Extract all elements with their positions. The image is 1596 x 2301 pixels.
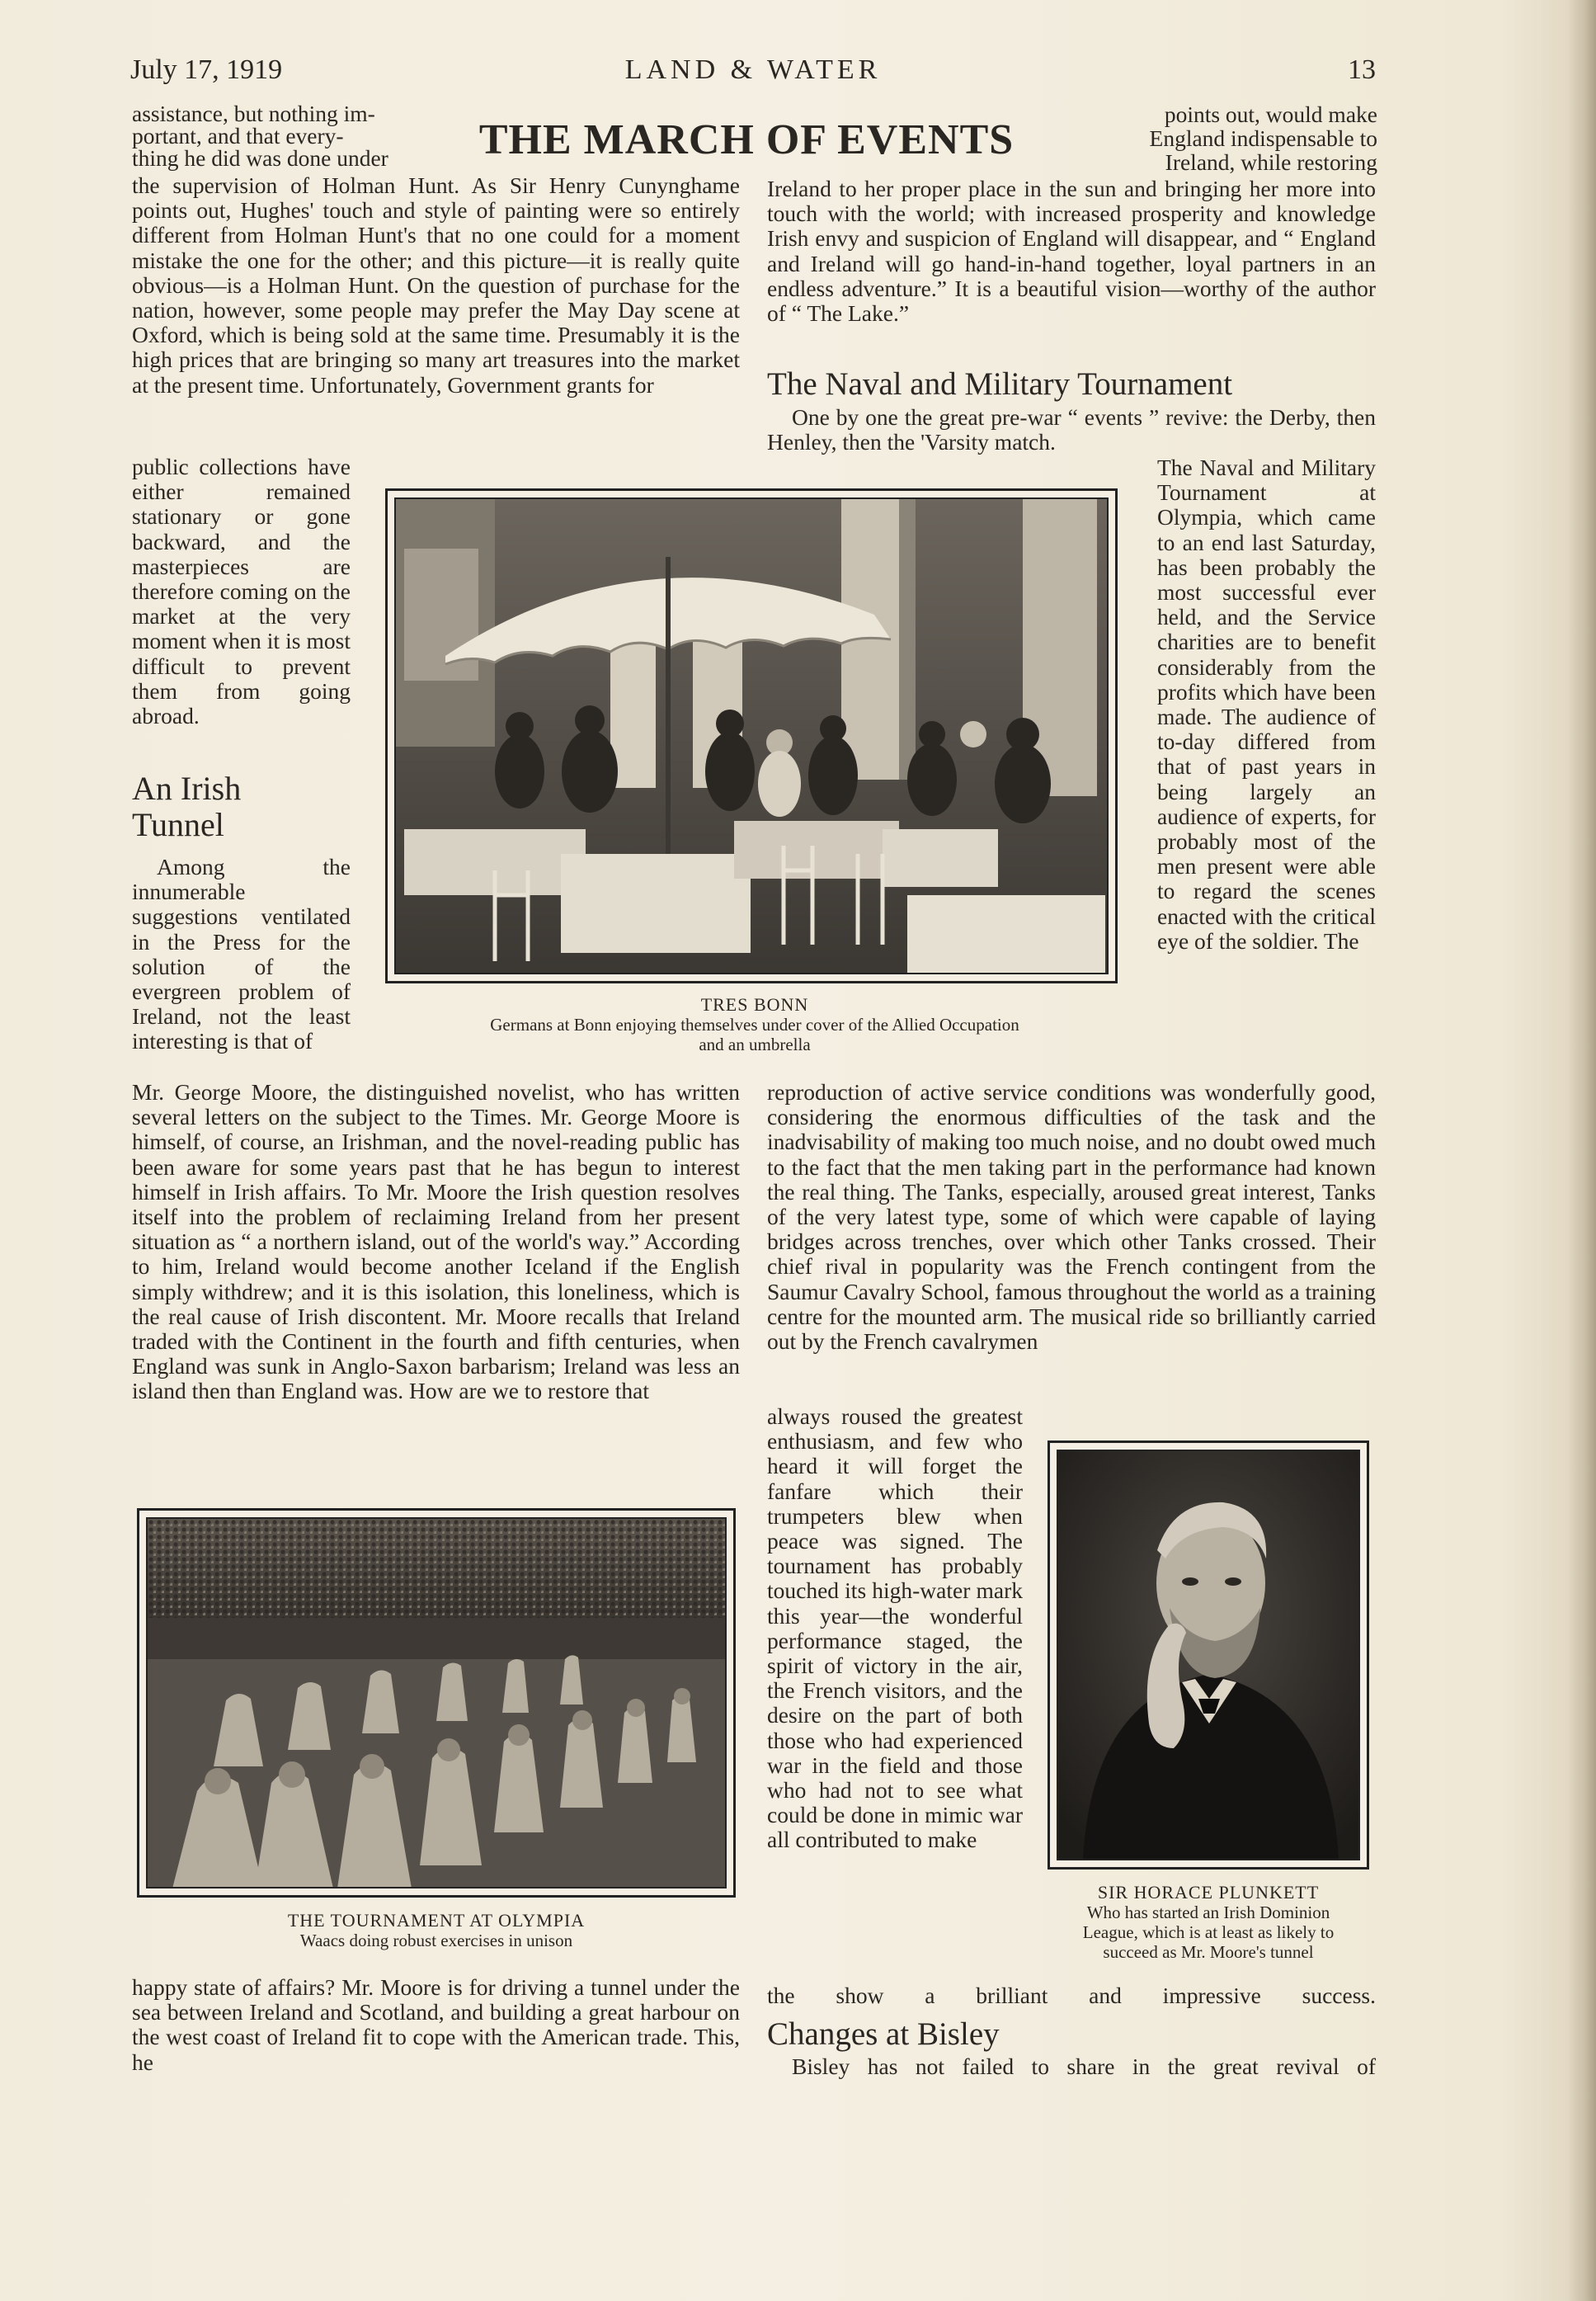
issue-date: July 17, 1919 — [130, 54, 283, 85]
col2-lead-lines — [1076, 102, 1377, 174]
tournament-end-line — [767, 1983, 1376, 2008]
caption-sir-horace-plunkett — [1041, 1883, 1376, 1962]
paragraph: Among the innumerable suggestions ventilated in the Press for the solution of the evergreen problem of Ireland, not the least interesting is that of — [132, 854, 351, 1054]
subheading-irish-tunnel — [132, 771, 241, 843]
bisley-text — [767, 2054, 1376, 2079]
text-line: Ireland, while restoring — [1165, 149, 1377, 175]
photo-tournament-olympia — [137, 1508, 736, 1898]
publication-title: LAND & WATER — [624, 54, 882, 85]
irish-tunnel-full — [132, 1080, 740, 1404]
paragraph: the show a brilliant and impressive success. — [767, 1983, 1376, 2008]
photo-image — [1057, 1450, 1360, 1860]
tournament-full — [767, 1080, 1376, 1354]
paragraph: reproduction of active service conditions was wonderfully good, considering the enormous difficulties of the task and the inadvisability of making too much noise, and no doubt owed much to the fact that the men taking part in the performance had known the real thing. The Tanks, especially, aroused great interest, Tanks of the very latest type, some of which were capable of laying bridges across trenches, over which other Tanks crossed. Their chief rival in popularity was the French contingent from the Saumur Cavalry School, famous throughout the world as a training centre for the mounted arm. The musical ride so brilliantly carried out by the French cavalrymen — [767, 1079, 1376, 1355]
caption-text: and an umbrella — [699, 1035, 811, 1054]
paragraph: happy state of affairs? Mr. Moore is for driving a tunnel under the sea between Ireland and Scotland, and building a great harbour on the west coast of Ireland fit to cope with the American trade. This, he — [132, 1974, 740, 2075]
tournament-narrow — [1157, 455, 1376, 954]
text-line: thing he did was done under — [132, 145, 388, 171]
text-line: England indispensable to — [1149, 125, 1377, 151]
section-headline: THE MARCH OF EVENTS — [478, 116, 1015, 163]
paragraph: Ireland to her proper place in the sun and bringing her more into touch with the world; with increased prosperity and knowledge Irish envy and suspicion of England will disappear, and “ England and Ireland will go hand-in-hand together, loyal partners in an endless adventure.” It is a beautiful vision—worthy of the author of “ The Lake.” — [767, 176, 1376, 327]
cafe-umbrella-illustration — [396, 499, 1109, 974]
caption-text: Waacs doing robust exercises in unison — [299, 1931, 573, 1950]
running-header — [130, 54, 1376, 96]
caption-title: SIR HORACE PLUNKETT — [1097, 1882, 1320, 1903]
photo-image — [394, 497, 1109, 974]
caption-text: League, which is at least as likely to — [1082, 1922, 1335, 1942]
tournament-narrow-2 — [767, 1404, 1023, 1853]
subheading-line: An Irish — [132, 770, 242, 807]
photo-tres-bonn — [385, 488, 1118, 983]
subheading-line: Tunnel — [132, 806, 224, 843]
irish-tunnel-narrow — [132, 855, 351, 1054]
page-edge-shadow — [1568, 0, 1596, 2301]
paragraph: Bisley has not failed to share in the great revival of — [792, 2053, 1376, 2079]
caption-title: THE TOURNAMENT AT OLYMPIA — [287, 1910, 586, 1931]
tournament-intro — [767, 405, 1376, 455]
col2-paragraph-ireland — [767, 177, 1376, 326]
paragraph: The Naval and Military Tournament at Olympia, which came to an end last Saturday, has been probably the most successful ever held, and the Service charities are to benefit considerably from the profits which have been made. The audience of to-day differed from that of past years in being largely an audience of experts, for probably most of the men present were able to regard the scenes enacted with the critical eye of the soldier. The — [1157, 455, 1376, 954]
col1-narrow-art — [132, 455, 351, 728]
col1-lead-lines — [132, 102, 445, 169]
caption-text: succeed as Mr. Moore's tunnel — [1103, 1942, 1314, 1962]
paragraph: public collections have either remained stationary or gone backward, and the masterpieces are therefore coming on the market at the very moment when it is most difficult to prevent them from going abroad. — [132, 454, 351, 729]
caption-text: Germans at Bonn enjoying themselves under cover of the Allied Occupation — [490, 1015, 1019, 1035]
photo-sir-horace-plunkett — [1048, 1440, 1369, 1870]
caption-tournament-olympia — [137, 1911, 736, 1950]
col1-paragraph-art — [132, 173, 740, 398]
paragraph: One by one the great pre-war “ events ” revive: the Derby, then Henley, then the 'Varsity match. — [767, 404, 1376, 455]
subheading-bisley: Changes at Bisley — [767, 2016, 1000, 2052]
caption-text: Who has started an Irish Dominion — [1086, 1903, 1330, 1922]
page-number: 13 — [1348, 54, 1376, 85]
text-line: portant, and that every- — [132, 123, 344, 149]
paragraph: the supervision of Holman Hunt. As Sir Henry Cunynghame points out, Hughes' touch and style of painting were so entirely different from Holman Hunt's that no one could for a moment mistake the one for the other; and this picture—it is really quite obvious—is a Holman Hunt. On the question of purchase for the nation, however, some people may prefer the May Day scene at Oxford, which is being sold at the same time. Presumably it is the high prices that are bringing so many art treasures into the market at the present time. Unfortunately, Government grants for — [132, 172, 740, 398]
paragraph: always roused the greatest enthusiasm, and few who heard it will forget the fanfare which their trumpeters blew when peace was signed. The tournament has probably touched its high-water mark this year—the wonderful performance staged, the spirit of victory in the air, the French visitors, and the desire on the part of both those who had experienced war in the field and those who had not to see what could be done in mimic war all contributed to make — [767, 1403, 1023, 1853]
caption-title: TRES BONN — [700, 994, 809, 1015]
caption-tres-bonn — [412, 995, 1097, 1054]
text-line: points out, would make — [1164, 101, 1377, 127]
subheading-tournament: The Naval and Military Tournament — [767, 366, 1233, 402]
portrait-illustration — [1058, 1451, 1360, 1860]
photo-image — [146, 1517, 727, 1888]
text-line: assistance, but nothing im- — [132, 101, 375, 126]
paragraph: Mr. George Moore, the distinguished novelist, who has written several letters on the subject to the Times. Mr. George Moore is himself, of course, an Irishman, and the novel-reading public has been aware for some years past that he has begun to interest himself in Irish affairs. To Mr. Moore the Irish question resolves itself into the problem of reclaiming Ireland from her present situation as “ a northern island, out of the world's way.” According to him, Ireland would become another Iceland if the English simply withdrew; and it is this isolation, this loneliness, which is the real cause of Irish discontent. Mr. Moore recalls that Ireland traded with the Continent in the fourth and fifth centuries, when England was sunk in Anglo-Saxon barbarism; Ireland was less an island then than England was. How are we to restore that — [132, 1079, 740, 1404]
tournament-illustration — [148, 1519, 727, 1888]
irish-tunnel-continued — [132, 1975, 740, 2075]
